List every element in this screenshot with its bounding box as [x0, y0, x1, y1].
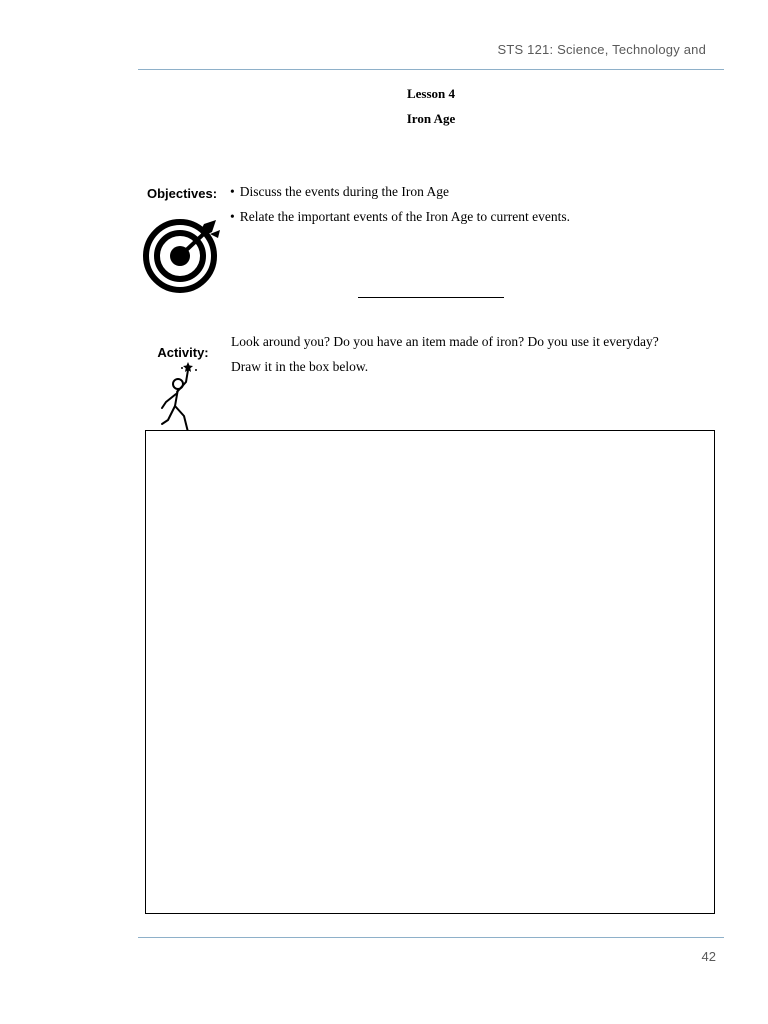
- activity-label: Activity:: [157, 345, 209, 360]
- activity-instructions: [231, 329, 721, 379]
- objectives-label: Objectives:: [146, 186, 218, 201]
- header-rule: [138, 69, 724, 70]
- course-header: STS 121: Science, Technology and: [497, 42, 706, 57]
- objectives-list: [230, 183, 570, 233]
- runner-icon: [156, 362, 200, 434]
- target-icon: [140, 216, 224, 294]
- section-divider: [358, 297, 504, 298]
- objective-item-2: • Relate the important events of the Iron Age to current events.: [230, 208, 570, 233]
- footer-rule: [138, 937, 724, 938]
- lesson-number: Lesson 4: [406, 86, 456, 101]
- drawing-box[interactable]: [145, 430, 715, 914]
- activity-instruction-line-1: Look around you? Do you have an item made of iron? Do you use it everyday?: [231, 334, 659, 349]
- page-number: 42: [701, 949, 716, 964]
- lesson-title: Iron Age: [406, 111, 456, 126]
- objective-item-1: • Discuss the events during the Iron Age: [230, 183, 570, 208]
- activity-instruction-line-2: Draw it in the box below.: [231, 359, 369, 374]
